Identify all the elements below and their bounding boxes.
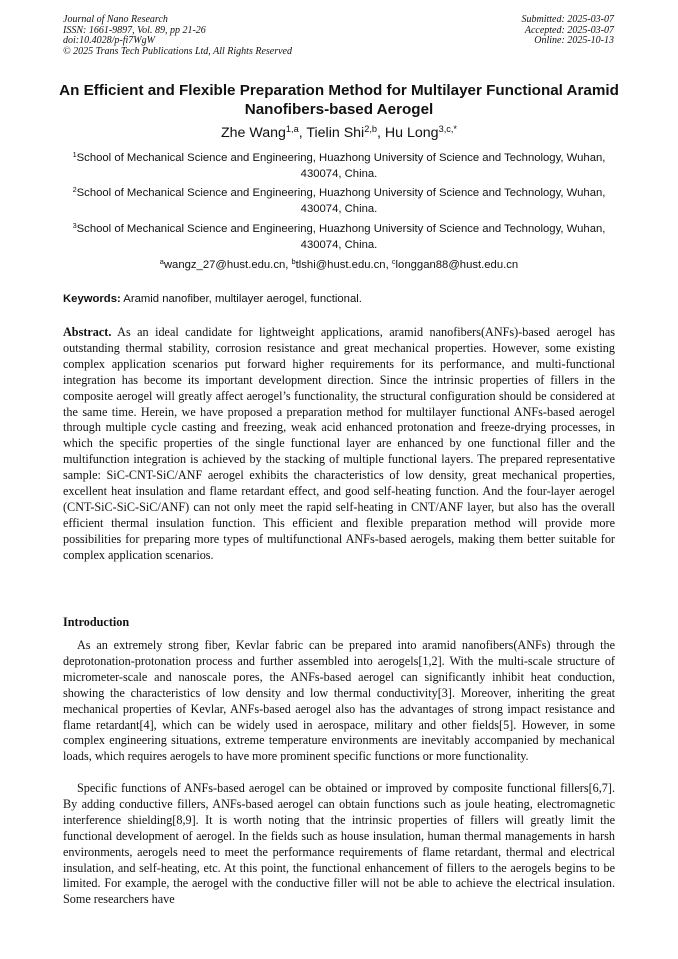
publication-dates [522,15,615,47]
author: Tielin Shi$^{2,b}$, [306,123,385,141]
accepted-date: Accepted: 2025-03-07 [524,24,614,36]
online-date: Online: 2025-10-13 [534,35,614,47]
submitted-date: Submitted: 2025-03-07 [521,14,614,25]
email-link[interactable]: longgan88@hust.edu.cn [395,259,519,271]
journal-info [63,15,292,57]
affiliation: $^1$School of Mechanical Science and Engineering, Huazhong University of Science and Technology, Wuhan, 430074, China. [72,149,606,180]
journal-name: Journal of Nano Research [63,14,168,25]
affiliation: $^3$School of Mechanical Science and Engineering, Huazhong University of Science and Technology, Wuhan, 430074, China. [72,220,606,251]
journal-doi: doi:10.4028/p-fi7WgW [63,35,155,47]
paper-title: An Efficient and Flexible Preparation Method for Multilayer Functional Aramid Nanofibers-based Aerogel [59,82,619,118]
body-paragraph: As an extremely strong fiber, Kevlar fabric can be prepared into aramid nanofibers(ANFs) through the deprotonation-protonation process and further assembled into aerogels[1,2]. With the multi-scale structure of micrometer-scale and nanoscale pores, the ANFs-based aerogel can significantly inhibit heat conduction, showing the characteristics of low density and low thermal conductivity[3]. Moreover, inheriting the great mechanical properties of Kevlar, ANFs-based aerogel also has the advantages of strong impact resistance and flame retardant[4], which can be widely used in aerospace, military and other fields[5]. However, in some complex engineering situations, extreme temperature environments are inevitably accompanied by mechanical loads, which requires aerogels to have more prominent specific functions or more functionality. [63,638,615,764]
keywords-text: Aramid nanofiber, multilayer aerogel, functional. [120,293,362,305]
copyright-notice: © 2025 Trans Tech Publications Ltd, All Rights Reserved [63,45,292,57]
email-link[interactable]: tlshi@hust.edu.cn [295,259,386,271]
body-paragraph: Specific functions of ANFs-based aerogel can be obtained or improved by composite functional fillers[6,7]. By adding conductive fillers, ANFs-based aerogel can obtain functions such as joule heating, electromagnetic interference shielding[8,9]. It is worth noting that the intrinsic properties of fillers will greatly limit the functional development of aerogel. In the fields such as house insulation, human thermal managements in harsh environments, aerogels need to meet the performance requirements of flame retardant, thermal and electrical insulation, and self-heating, etc. At this point, the functional enhancement of fillers to the aerogels begins to be limited. For example, the aerogel with the conductive filler will not be able to achieve the electrical insulation. Some researchers have [63,781,615,907]
email-link[interactable]: wangz_27@hust.edu.cn [163,259,286,271]
journal-issn: ISSN: 1661-9897, Vol. 89, pp 21-26 [63,24,206,36]
author-list [40,124,638,142]
abstract-label: Abstract. [63,325,112,339]
keywords-label: Keywords: [63,293,121,305]
author: Zhe Wang$^{1,a}$, [220,123,307,141]
author-emails: $^a$wangz_27@hust.edu.cn, $^b$tlshi@hust.edu.cn, $^c$longgan88@hust.edu.cn [159,256,519,271]
section-heading-introduction: Introduction [63,615,130,629]
abstract [63,325,615,564]
affiliation: $^2$School of Mechanical Science and Engineering, Huazhong University of Science and Technology, Wuhan, 430074, China. [72,184,606,215]
abstract-text: As an ideal candidate for lightweight applications, aramid nanofibers(ANFs)-based aerogel has outstanding thermal stability, corrosion resistance and great mechanical properties. However, some existing complex application scenarios put forward higher requirements for its performance, and multi-functional integration has become its important development direction. Since the intrinsic properties of fillers in the composite aerogel will greatly affect aerogel’s functionality, the structural configuration should be considered at the same time. Herein, we have proposed a preparation method for multilayer functional ANFs-based aerogel through multiple cycle casting and freezing, weak acid enhanced protonation and freeze-drying processes, in which the specific properties of the single functional layer are enhanced by one functional filler and the multifunction integration is achieved by the stacking of multiple functional layers. The prepared representative sample: SiC-CNT-SiC/ANF aerogel exhibits the characteristics of low density, great mechanical properties, excellent heat insulation and flame retardant effect, and good self-heating function. And the four-layer aerogel (CNT-SiC-SiC-SiC/ANF) can not only meet the rapid self-heating in CNT/ANF layer, but also has the overall efficient thermal insulation function. This efficient and flexible preparation method will provide more possibilities for preparing more types of multifunctional ANFs-based aerogels, making them better suitable for complex application scenarios. [63,325,615,562]
author: Hu Long$^{3,c,*}$ [384,123,458,141]
keywords [63,291,615,307]
